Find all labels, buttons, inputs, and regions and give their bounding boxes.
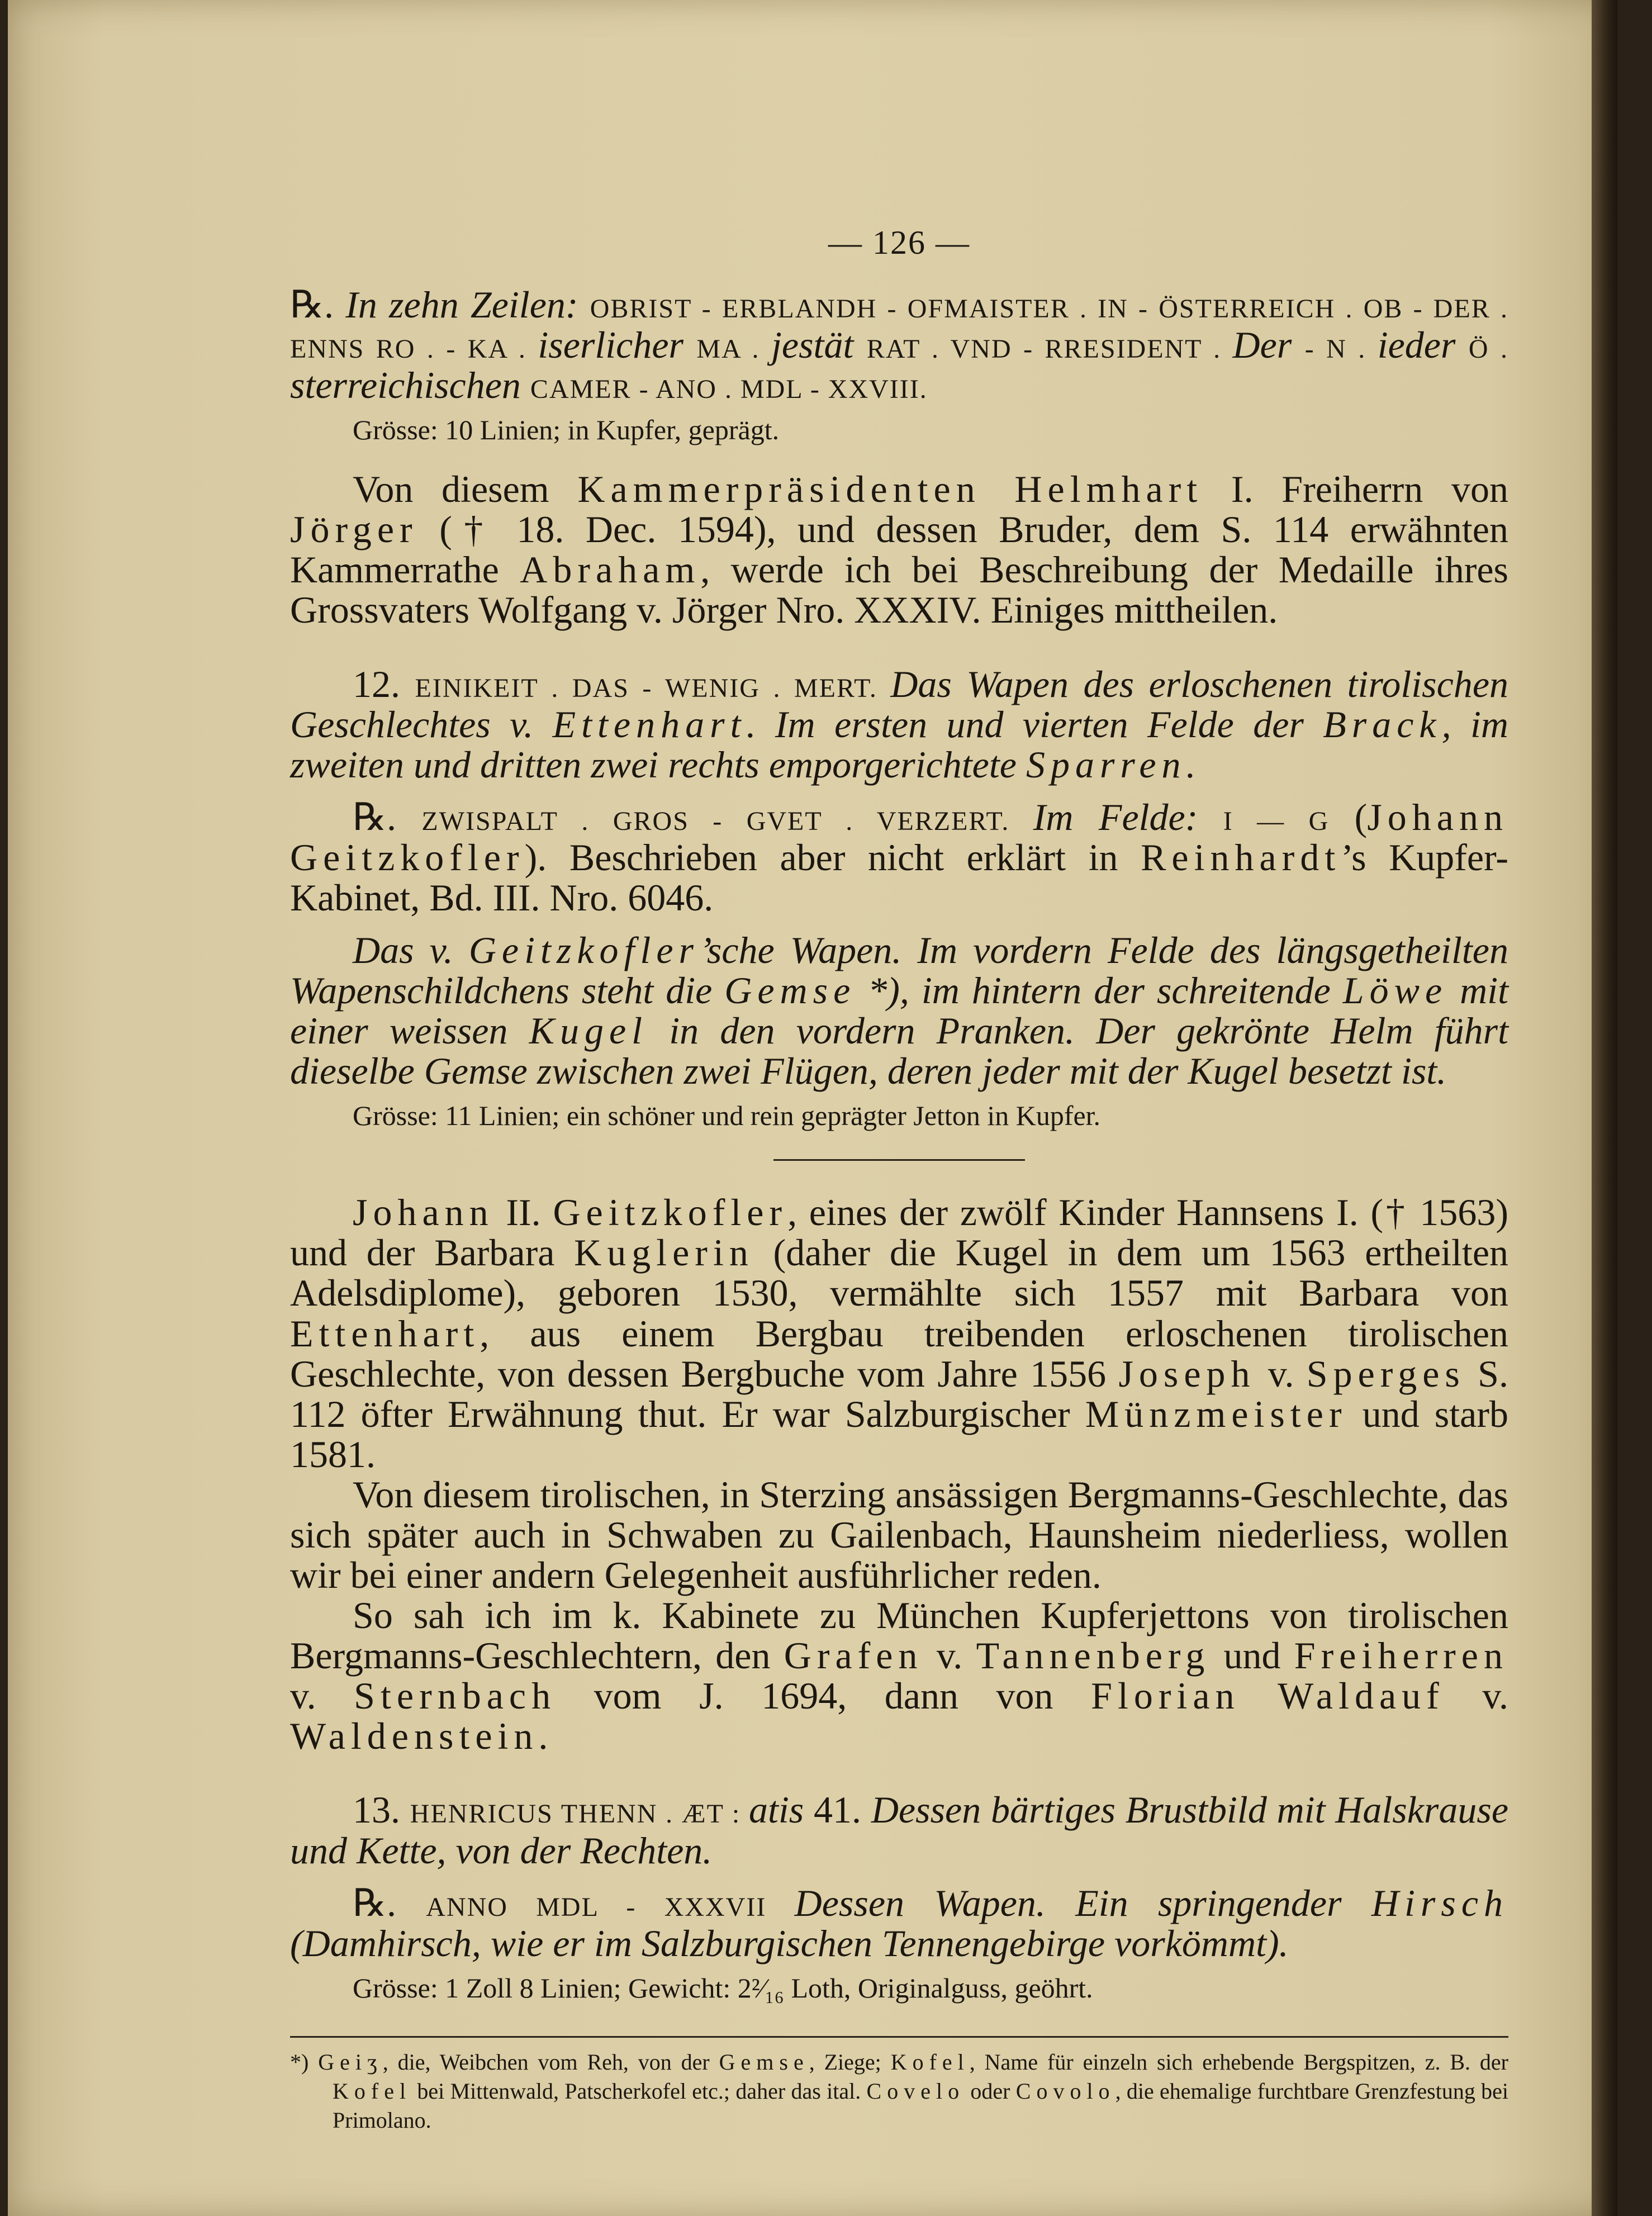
inscription-caps: I — G (1223, 806, 1330, 836)
text: ’sche Wapen. Im vordern Felde des längsgetheilten Wapenschildchens steht die (290, 929, 1508, 1012)
text-spaced: Reinhardt (1141, 836, 1341, 879)
text-spaced: Tannenberg (976, 1634, 1210, 1677)
text: , werde ich bei Beschreibung der Medaille ihres Grossvaters Wolfgang v. Jörger Nro. XXXIV. Einiges mittheilen. (290, 548, 1508, 632)
text: , eines der zwölf Kinder Hannsens I. († 1563) und der Barbara (290, 1191, 1508, 1274)
text: , Name für einzeln sich erhebende Bergspitzen, z. B. der (969, 2049, 1509, 2075)
text: ’s Kupfer-Kabinet, Bd. III. Nro. 6046. (290, 836, 1509, 919)
paragraph-kammerpraesident (290, 469, 1508, 630)
text: S. 112 öfter Erwähnung thut. Er war Salzburgischer (290, 1352, 1508, 1435)
inscription-caps: - N . (1304, 334, 1378, 364)
text-italic: Im Felde: (1033, 795, 1223, 838)
text: oder (965, 2078, 1016, 2104)
text-spaced: Geiʒ (318, 2049, 383, 2075)
inscription-caps: EINIKEIT . DAS - WENIG . MERT. (415, 673, 891, 703)
reverse-symbol: ℞. (353, 795, 422, 838)
text: († 18. Dec. 1594), und dessen Bruder, dem S. 114 erwähnten Kammerrathe (290, 508, 1508, 591)
text-spaced: Gemse (719, 2049, 809, 2075)
text-spaced: Johann (353, 1191, 494, 1234)
text-italic-spaced: Brack (1323, 703, 1442, 746)
text-spaced: Kuglerin (574, 1231, 754, 1274)
text: II. (493, 1191, 553, 1234)
paragraph-kupferjettons (290, 1595, 1508, 1756)
text-spaced: Waldenstein (290, 1715, 539, 1758)
text: . (538, 1715, 548, 1758)
reverse-description-13 (290, 1883, 1508, 1963)
text: v. (290, 1674, 354, 1717)
entry-13 (290, 1790, 1508, 1870)
text-spaced: Grafen (784, 1634, 923, 1677)
text-spaced: Geitzkofler (468, 929, 699, 972)
inscription-caps: HENRICUS THENN . ÆT : (410, 1799, 749, 1829)
text-italic: (Damhirsch, wie er im Salzburgischen Tennengebirge vorkömmt). (290, 1921, 1289, 1964)
reverse-symbol: ℞. (353, 1881, 426, 1924)
text-spaced: Kofel (333, 2078, 412, 2104)
text-italic: jestät (771, 324, 867, 367)
text-spaced: Covelo (866, 2078, 965, 2104)
text: ( (1329, 795, 1368, 838)
entry-number: 12. (353, 662, 415, 705)
inscription-caps: CAMER - ANO . MDL - XXVIII. (530, 374, 928, 405)
size-note-13: Grösse: 1 Zoll 8 Linien; Gewicht: 2²⁄₁₆ Loth, Originalguss, geöhrt. (353, 1972, 1093, 2004)
text-spaced: Abraham (520, 548, 701, 591)
text: , die, Weibchen vom Reh, von der (382, 2049, 719, 2075)
text-italic-spaced: Ettenhart (552, 703, 747, 746)
text (1240, 1674, 1278, 1717)
size-note-12: Grösse: 11 Linien; ein schöner und rein geprägter Jetton in Kupfer. (353, 1100, 1101, 1132)
text-italic: . Im ersten und vierten Felde der (746, 703, 1323, 746)
text-spaced: Covolo (1015, 2078, 1115, 2104)
size-note-11: Grösse: 10 Linien; in Kupfer, geprägt. (353, 414, 780, 446)
text: (daher die Kugel in dem um 1563 ertheilten Adelsdiplome), geboren 1530, vermählte sich 1557 mit Barbara von (290, 1231, 1508, 1315)
reverse-description-11 (290, 284, 1508, 405)
text: So sah ich im k. Kabinete zu München Kupferjettons von tirolischen Bergmanns-Geschlechtern, den (290, 1594, 1508, 1677)
text-spaced: Kugel (529, 1009, 648, 1052)
text-italic: iserlicher (538, 324, 697, 367)
text-italic: . (1186, 743, 1196, 786)
text: in den vordern Pranken. Der gekrönte Helm führt dieselbe Gemse zwischen zwei Flügen, deren jeder mit der Kugel besetzt ist. (290, 1009, 1508, 1093)
text-spaced: Joseph (1118, 1352, 1256, 1395)
text-spaced: Johann Geitzkofler (290, 795, 1508, 879)
text-spaced: Kofel (890, 2049, 970, 2075)
text-spaced: Münzmeister (1085, 1392, 1347, 1435)
text: 41. (814, 1788, 871, 1831)
text: und starb 1581. (290, 1392, 1508, 1475)
coat-of-arms-description (290, 930, 1508, 1091)
reverse-description-12 (290, 797, 1508, 918)
inscription-caps: ZWISPALT . GROS - GVET . VERZERT. (421, 806, 1033, 836)
text-italic-spaced: Hirsch (1371, 1881, 1508, 1924)
text: und (1210, 1634, 1294, 1677)
text: Das v. (353, 929, 469, 972)
text-italic: Der (1232, 324, 1305, 367)
text: Von diesem (353, 468, 578, 511)
section-divider (773, 1159, 1025, 1161)
page-number: — 126 — (828, 224, 970, 261)
text-italic: Dessen Wapen. Ein springender (794, 1881, 1371, 1924)
text-spaced: Gemse (724, 969, 856, 1012)
footnote (290, 2048, 1508, 2135)
text: vom J. 1694, dann von (556, 1674, 1091, 1717)
paragraph-bergmanns-geschlecht: Von diesem tirolischen, in Sterzing ansässigen Bergmanns-Geschlechte, das sich später auch in Schwaben zu Gailenbach, Haunsheim niederliess, wollen wir bei einer andern Gelegenheit ausführlicher reden. (290, 1473, 1508, 1597)
inscription-caps: ANNO MDL - XXXVII (426, 1892, 795, 1922)
text-spaced: Löwe (1342, 969, 1448, 1012)
text: , aus einem Bergbau treibenden erloschenen tirolischen Geschlechte, von dessen Bergbuche vom Jahre 1556 (290, 1312, 1508, 1395)
reverse-symbol: ℞. (290, 283, 346, 326)
text-spaced: Sternbach (354, 1674, 557, 1717)
text-spaced: Kammerpräsidenten Helmhart (577, 468, 1203, 511)
text-spaced: Freiherren (1294, 1634, 1508, 1677)
text-spaced: Geitzkofler (553, 1191, 788, 1234)
text-italic: atis (748, 1788, 814, 1831)
text-spaced: Waldauf (1278, 1674, 1445, 1717)
inscription-caps: RAT . VND - RRESIDENT . (866, 334, 1233, 364)
text-italic: , im zweiten und dritten zwei rechts emporgerichtete (290, 703, 1508, 786)
inscription-caps: OBRIST - ERBLANDH - OFMAISTER . IN - ÖSTERREICH . OB - DER . ENNS RO . - KA . (290, 294, 1508, 364)
text-spaced: Sperges (1306, 1352, 1465, 1395)
text-italic: Dessen bärtiges Brustbild mit Halskrause und Kette, von der Rechten. (290, 1788, 1509, 1872)
text-italic: In zehn Zeilen: (345, 283, 590, 326)
paragraph-geitzkofler (290, 1192, 1508, 1474)
text-italic: Das Wapen des erloschenen tirolischen Geschlechtes v. (290, 662, 1508, 746)
text: I. Freiherrn von (1203, 468, 1508, 511)
book-spine (1592, 0, 1617, 2216)
text: v. (923, 1634, 976, 1677)
text: v. (1444, 1674, 1508, 1717)
text: bei Mittenwald, Patscherkofel etc.; daher das ital. (411, 2078, 867, 2104)
page-content (290, 224, 1508, 2135)
entry-number: 13. (353, 1788, 410, 1831)
text: ). Beschrieben aber nicht erklärt in (524, 836, 1141, 879)
entry-12 (290, 664, 1508, 785)
text: v. (1255, 1352, 1307, 1395)
text: , die ehemalige furchtbare Grenzfestung bei Primolano. (333, 2078, 1509, 2133)
text-spaced: Ettenhart (290, 1312, 480, 1355)
footnote-marker: *) (290, 2049, 319, 2075)
text-spaced: Florian (1091, 1674, 1240, 1717)
text: , Ziege; (809, 2049, 891, 2075)
text-italic: sterreichischen (290, 364, 530, 407)
inscription-caps: MA . (696, 334, 772, 364)
text-italic: ieder (1377, 324, 1469, 367)
inscription-caps: Ö . (1468, 334, 1508, 364)
text-spaced: Jörger (290, 508, 418, 551)
text: mit einer weissen (290, 969, 1509, 1052)
text-italic-spaced: Sparren (1026, 743, 1186, 786)
footnote-rule (290, 2036, 1508, 2038)
book-page (8, 0, 1617, 2216)
text: *), im hintern der schreitende (856, 969, 1343, 1012)
